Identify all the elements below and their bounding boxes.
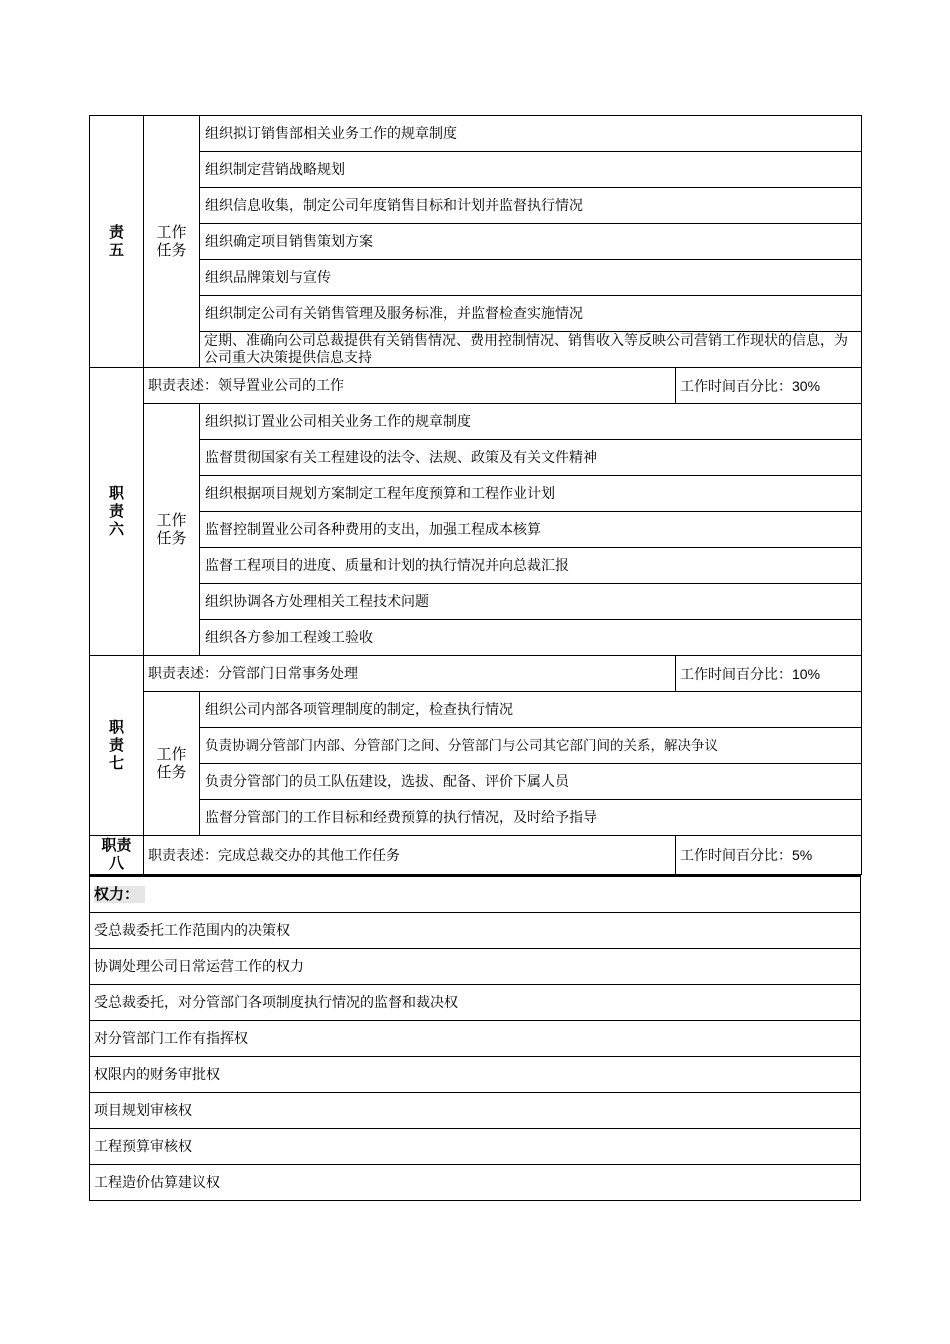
power-item-1: 受总裁委托工作范围内的决策权 — [90, 913, 861, 949]
duty6-tasks-label: 工作 任务 — [144, 404, 200, 656]
duty7-label: 职 责 七 — [90, 656, 144, 836]
duty7-desc-prefix: 职责表述： — [148, 665, 218, 681]
job-description-page — [89, 115, 861, 1201]
power-table — [89, 875, 861, 1201]
power-item-5: 权限内的财务审批权 — [90, 1057, 861, 1093]
duty6-task-1: 组织拟订置业公司相关业务工作的规章制度 — [200, 404, 862, 440]
duty5-task-3: 组织信息收集，制定公司年度销售目标和计划并监督执行情况 — [200, 188, 862, 224]
duty6-time-percent: 工作时间百分比：30% — [676, 368, 862, 404]
duty6-description — [144, 368, 676, 404]
duty6-task-3: 组织根据项目规划方案制定工程年度预算和工程作业计划 — [200, 476, 862, 512]
duty8-desc-text: 完成总裁交办的其他工作任务 — [218, 847, 400, 864]
duty5-label: 责 五 — [90, 116, 144, 368]
duty7-task-2: 负责协调分管部门内部、分管部门之间、分管部门与公司其它部门间的关系，解决争议 — [200, 728, 862, 764]
power-heading: 权力： — [90, 876, 861, 913]
power-item-3: 受总裁委托，对分管部门各项制度执行情况的监督和裁决权 — [90, 985, 861, 1021]
duty5-task-6: 组织制定公司有关销售管理及服务标准，并监督检查实施情况 — [200, 296, 862, 332]
duty7-task-4: 监督分管部门的工作目标和经费预算的执行情况，及时给予指导 — [200, 800, 862, 836]
duty8-description — [144, 836, 676, 875]
power-item-6: 项目规划审核权 — [90, 1093, 861, 1129]
duty7-tasks-label: 工作 任务 — [144, 692, 200, 836]
power-item-2: 协调处理公司日常运营工作的权力 — [90, 949, 861, 985]
power-item-4: 对分管部门工作有指挥权 — [90, 1021, 861, 1057]
duty5-task-7: 定期、准确向公司总裁提供有关销售情况、费用控制情况、销售收入等反映公司营销工作现状的信息，为公司重大决策提供信息支持 — [200, 332, 862, 368]
duty6-desc-prefix: 职责表述： — [148, 377, 218, 393]
duty6-task-4: 监督控制置业公司各种费用的支出，加强工程成本核算 — [200, 512, 862, 548]
duty6-task-2: 监督贯彻国家有关工程建设的法令、法规、政策及有关文件精神 — [200, 440, 862, 476]
duty7-desc-text: 分管部门日常事务处理 — [218, 666, 358, 682]
duty5-task-5: 组织品牌策划与宣传 — [200, 260, 862, 296]
duty6-task-5: 监督工程项目的进度、质量和计划的执行情况并向总裁汇报 — [200, 548, 862, 584]
power-item-8: 工程造价估算建议权 — [90, 1165, 861, 1201]
duty7-task-1: 组织公司内部各项管理制度的制定，检查执行情况 — [200, 692, 862, 728]
duty5-task-2: 组织制定营销战略规划 — [200, 152, 862, 188]
duty6-desc-text: 领导置业公司的工作 — [218, 378, 344, 394]
duty7-task-3: 负责分管部门的员工队伍建设，选拔、配备、评价下属人员 — [200, 764, 862, 800]
duty7-time-percent: 工作时间百分比：10% — [676, 656, 862, 692]
duties-table — [89, 115, 862, 875]
duty5-task-4: 组织确定项目销售策划方案 — [200, 224, 862, 260]
duty5-task-1: 组织拟订销售部相关业务工作的规章制度 — [200, 116, 862, 152]
duty8-time-percent: 工作时间百分比：5% — [676, 836, 862, 875]
duty5-tasks-label: 工作 任务 — [144, 116, 200, 368]
duty6-label: 职 责 六 — [90, 368, 144, 656]
duty7-description — [144, 656, 676, 692]
duty5-row — [90, 116, 862, 152]
duty8-label: 职责 八 — [90, 836, 144, 875]
power-item-7: 工程预算审核权 — [90, 1129, 861, 1165]
duty8-desc-prefix: 职责表述： — [148, 846, 218, 863]
duty6-task-6: 组织协调各方处理相关工程技术问题 — [200, 584, 862, 620]
duty6-task-7: 组织各方参加工程竣工验收 — [200, 620, 862, 656]
